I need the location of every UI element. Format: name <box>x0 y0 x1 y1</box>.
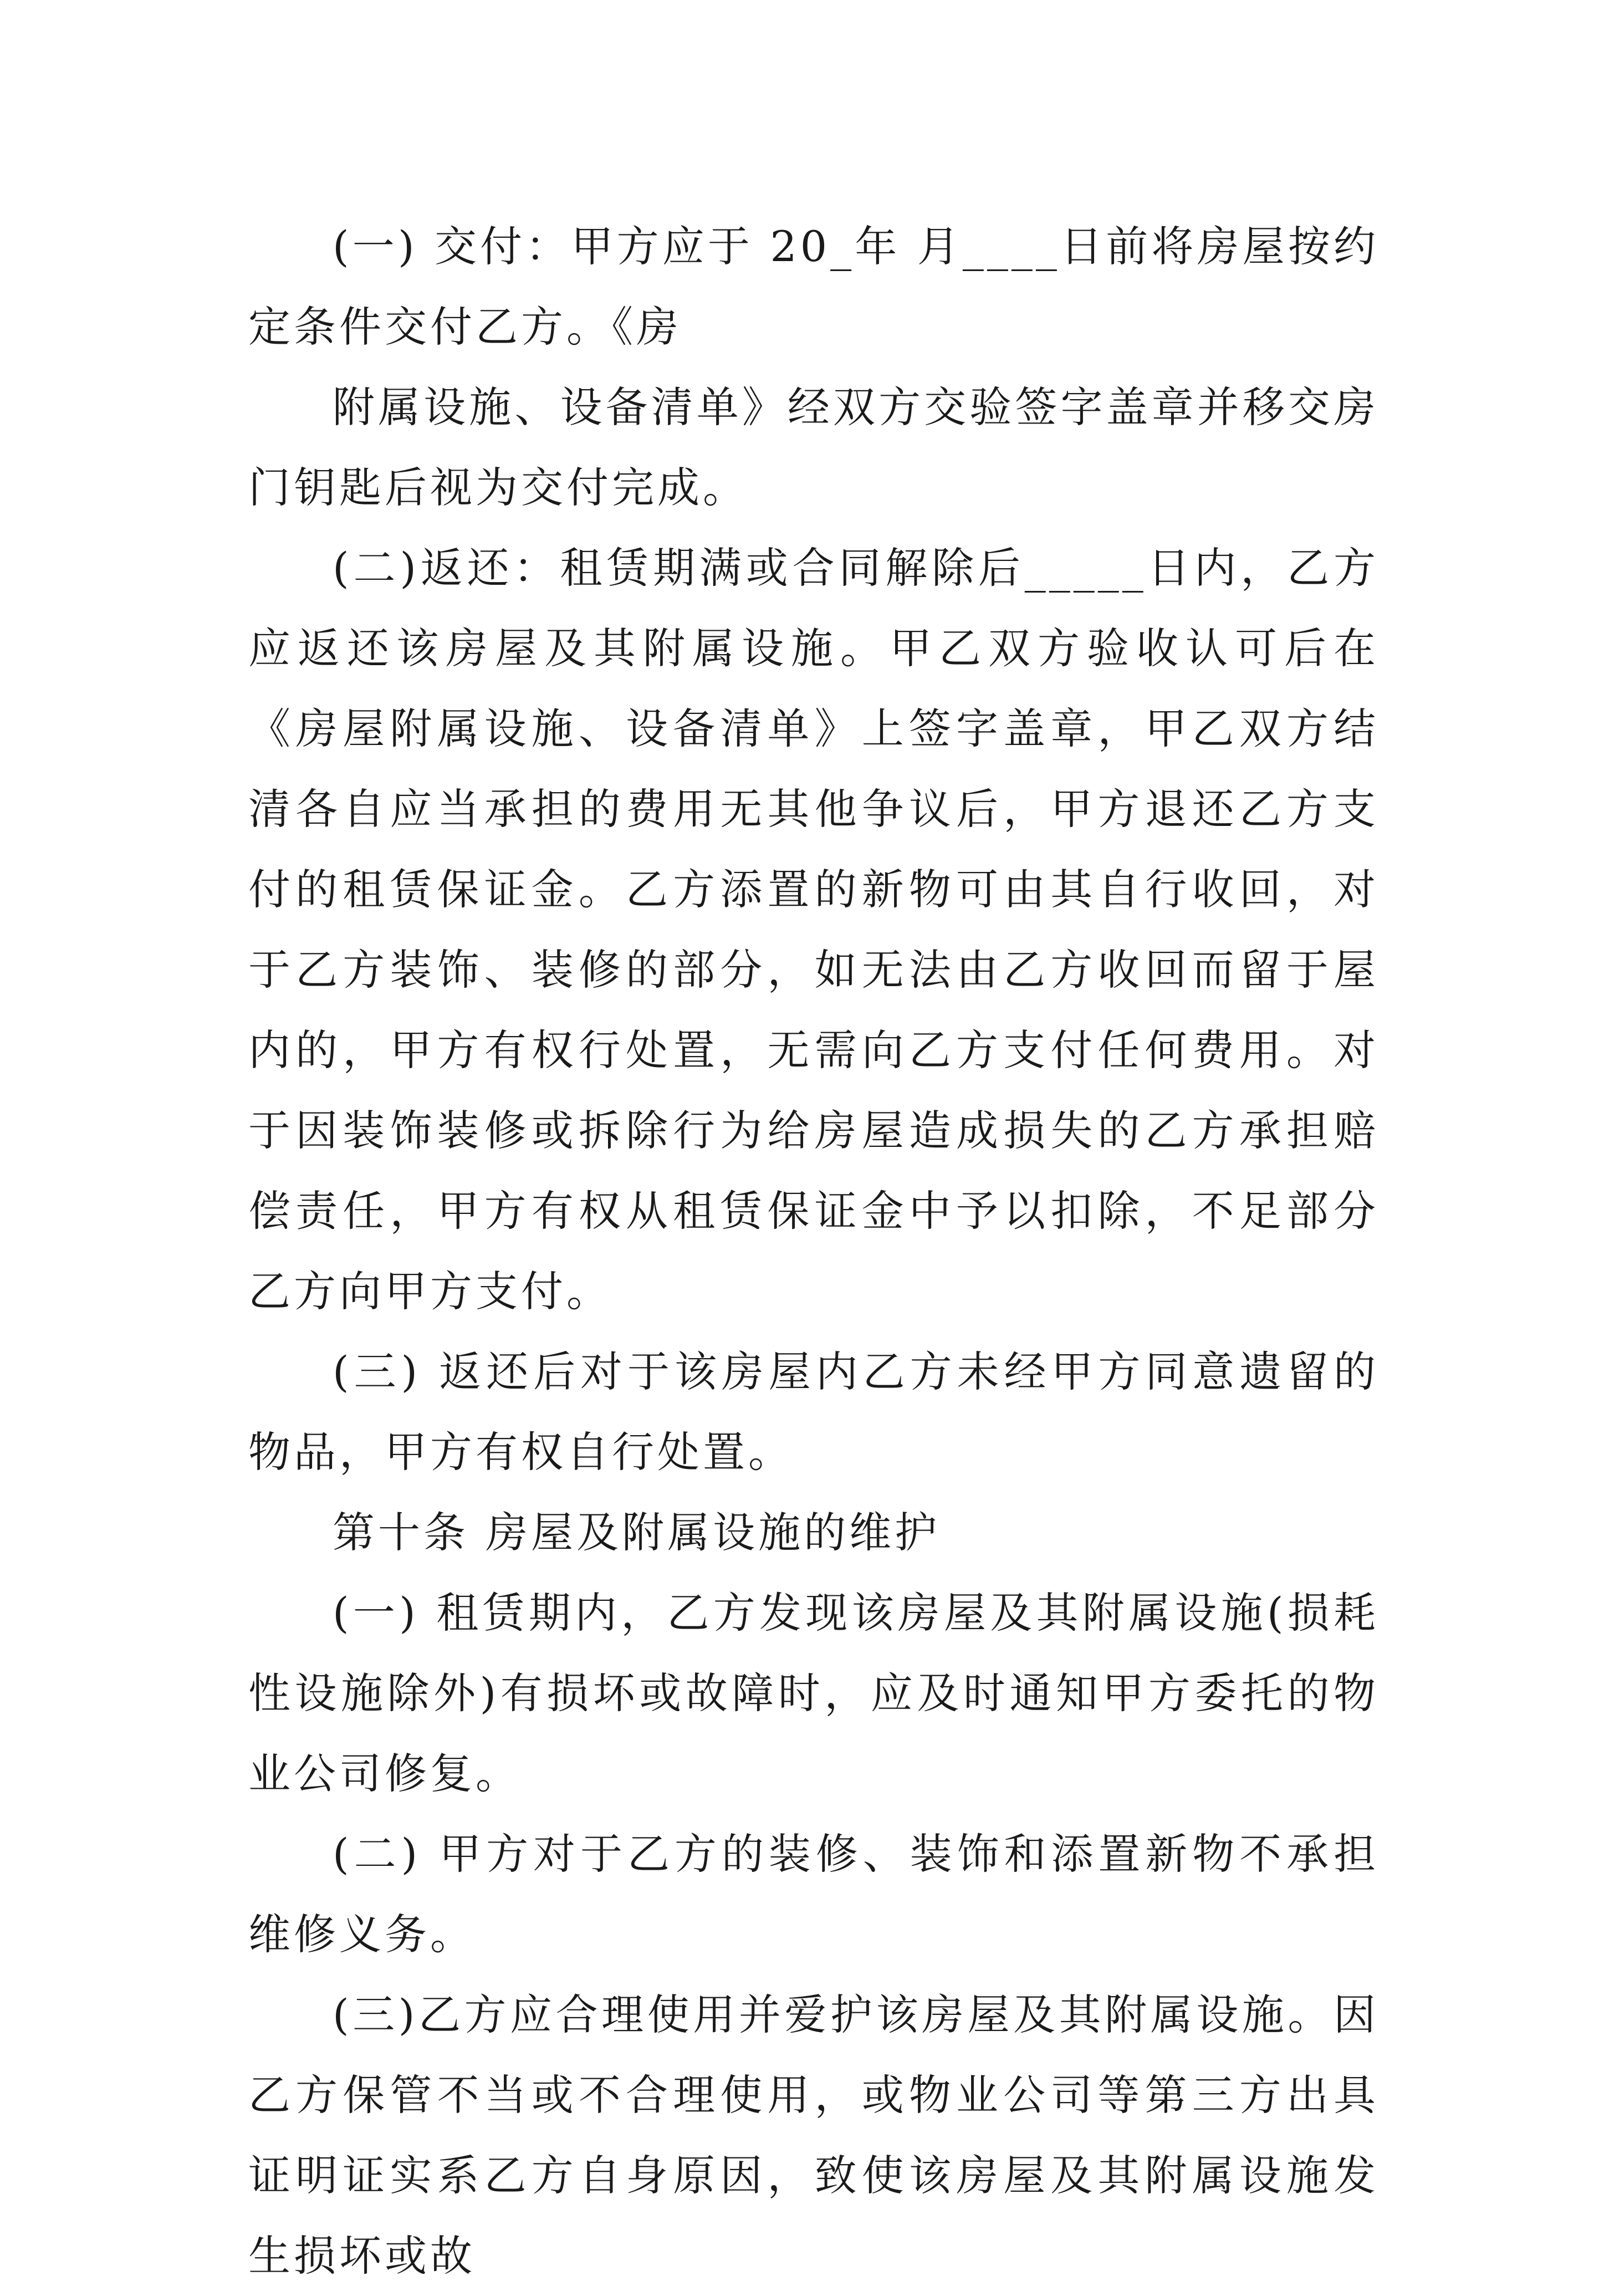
paragraph-delivery: (一) 交付：甲方应于 20_年 月____日前将房屋按约定条件交付乙方。《房 <box>248 222 1379 351</box>
paragraph-no-repair-duty: (二) 甲方对于乙方的装修、装饰和添置新物不承担维修义务。 <box>248 1829 1379 1959</box>
paragraph-proper-use: (三)乙方应合理使用并爱护该房屋及其附属设施。因乙方保管不当或不合理使用，或物业公司等第三方出具证明证实系乙方自身原因，致使该房屋及其附属设施发生损坏或故 <box>248 1990 1379 2280</box>
paragraph-left-items: (三) 返还后对于该房屋内乙方未经甲方同意遗留的物品，甲方有权自行处置。 <box>248 1347 1379 1477</box>
paragraph-return: (二)返还：租赁期满或合同解除后_____日内，乙方应返还该房屋及其附属设施。甲乙双方验收认可后在《房屋附属设施、设备清单》上签字盖章，甲乙双方结清各自应当承担的费用无其他争议后，甲方退还乙方支付的租赁保证金。乙方添置的新物可由其自行收回，对于乙方装饰、装修的部分，如无法由乙方收回而留于屋内的，甲方有权行处置，无需向乙方支付任何费用。对于因装饰装修或拆除行为给房屋造成损失的乙方承担赔偿责任，甲方有权从租赁保证金中予以扣除，不足部分乙方向甲方支付。 <box>248 543 1379 1316</box>
paragraph-delivery-completion: 附属设施、设备清单》经双方交验签字盖章并移交房门钥匙后视为交付完成。 <box>248 382 1379 512</box>
document-body <box>248 206 1379 2296</box>
article-ten-heading: 第十条 房屋及附属设施的维护 <box>333 1508 941 1557</box>
paragraph-maintenance-notice: (一) 租赁期内，乙方发现该房屋及其附属设施(损耗性设施除外)有损坏或故障时，应及时通知甲方委托的物业公司修复。 <box>248 1588 1379 1798</box>
